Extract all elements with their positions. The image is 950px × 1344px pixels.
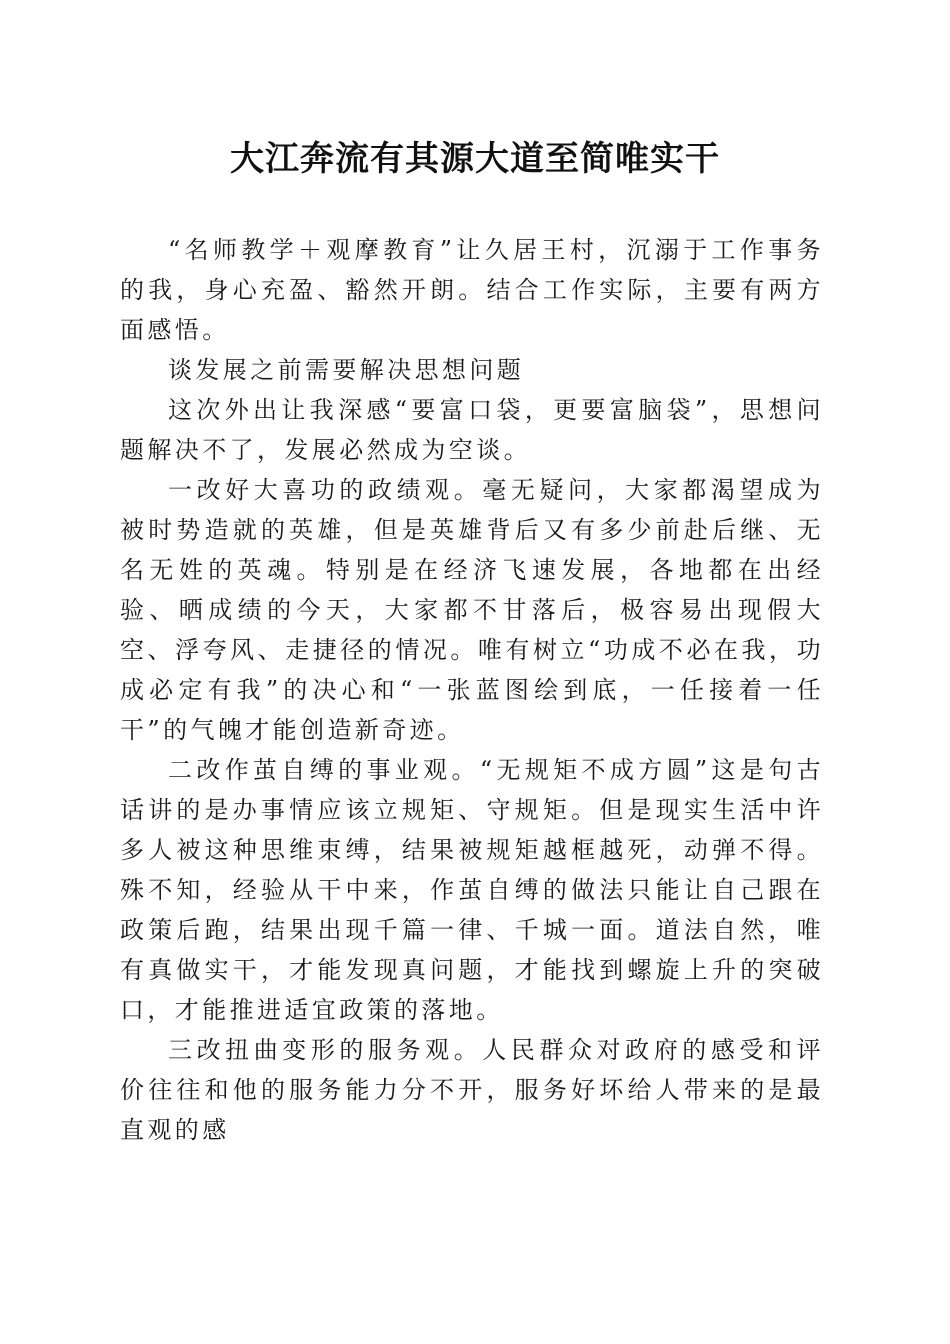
paragraph-point-two: 二改作茧自缚的事业观。“无规矩不成方圆”这是句古话讲的是办事情应该立规矩、守规矩。但是现实生活中许多人被这种思维束缚，结果被规矩越框越死，动弹不得。殊不知，经验从干中来，作茧自缚的做法只能让自己跟在政策后跑，结果出现千篇一律、千城一面。道法自然，唯有真做实干，才能发现真问题，才能找到螺旋上升的突破口，才能推进适宜政策的落地。 (120, 756, 824, 1024)
paragraph-point-three: 三改扭曲变形的服务观。人民群众对政府的感受和评价往往和他的服务能力分不开，服务好坏给人带来的是最直观的感 (120, 1036, 824, 1144)
paragraph-intro: “名师教学＋观摩教育”让久居王村，沉溺于工作事务的我，身心充盈、豁然开朗。结合工作实际，主要有两方面感悟。 (120, 236, 824, 344)
document-body (120, 230, 824, 1150)
paragraph-section-heading: 谈发展之前需要解决思想问题 (168, 356, 525, 384)
document-title: 大江奔流有其源大道至简唯实干 (230, 139, 720, 179)
paragraph-point-one: 一改好大喜功的政绩观。毫无疑问，大家都渴望成为被时势造就的英雄，但是英雄背后又有多少前赴后继、无名无姓的英魂。特别是在经济飞速发展，各地都在出经验、晒成绩的今天，大家都不甘落后，极容易出现假大空、浮夸风、走捷径的情况。唯有树立“功成不必在我，功成必定有我”的决心和“一张蓝图绘到底，一任接着一任干”的气魄才能创造新奇迹。 (120, 476, 824, 744)
paragraph-section-intro: 这次外出让我深感“要富口袋，更要富脑袋”，思想问题解决不了，发展必然成为空谈。 (120, 396, 824, 464)
